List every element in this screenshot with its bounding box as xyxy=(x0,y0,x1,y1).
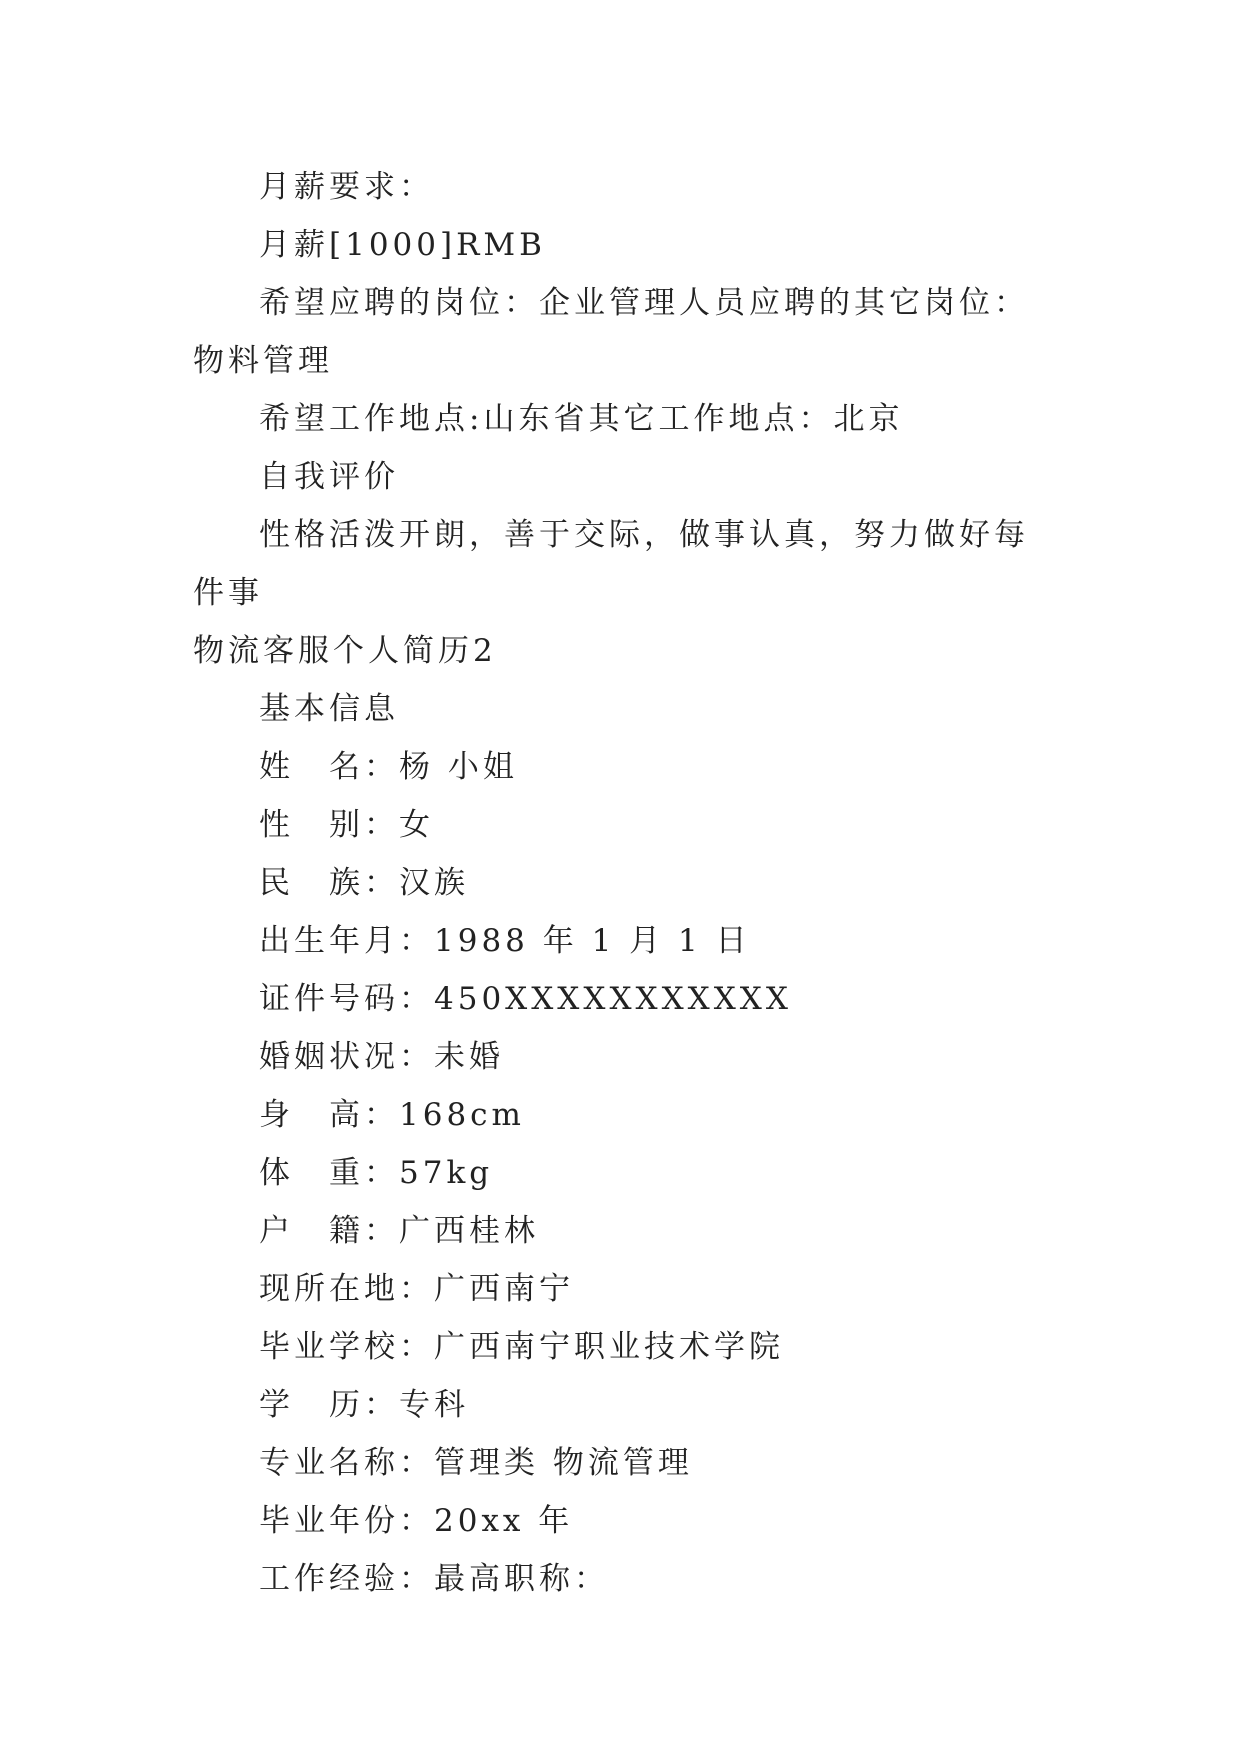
salary-heading: 月薪要求： xyxy=(259,169,434,205)
field-work-experience: 工作经验：最高职称： xyxy=(259,1561,609,1597)
field-marital-status: 婚姻状况：未婚 xyxy=(259,1039,504,1075)
desired-position: 希望应聘的岗位：企业管理人员应聘的其它岗位：物料管理 xyxy=(193,285,1029,379)
field-household-registration: 户 籍：广西桂林 xyxy=(259,1213,539,1249)
field-height: 身 高：168cm xyxy=(259,1097,525,1133)
field-gender: 性 别：女 xyxy=(259,807,434,843)
field-id-number: 证件号码：450XXXXXXXXXXX xyxy=(259,981,792,1017)
desired-location: 希望工作地点:山东省其它工作地点：北京 xyxy=(259,401,904,437)
field-current-location: 现所在地：广西南宁 xyxy=(259,1271,574,1307)
field-graduation-year: 毕业年份：20xx 年 xyxy=(259,1503,574,1539)
section-title: 物流客服个人简历2 xyxy=(193,633,497,669)
basic-info-heading: 基本信息 xyxy=(259,691,399,727)
salary-value: 月薪[1000]RMB xyxy=(259,227,546,263)
field-education: 学 历：专科 xyxy=(259,1387,469,1423)
field-major: 专业名称：管理类 物流管理 xyxy=(259,1445,693,1481)
self-evaluation-heading: 自我评价 xyxy=(259,459,399,495)
document-body xyxy=(193,158,1055,1608)
field-ethnicity: 民 族：汉族 xyxy=(259,865,469,901)
self-evaluation-text: 性格活泼开朗，善于交际，做事认真，努力做好每件事 xyxy=(193,517,1029,611)
field-school: 毕业学校：广西南宁职业技术学院 xyxy=(259,1329,784,1365)
field-birthdate: 出生年月：1988 年 1 月 1 日 xyxy=(259,923,751,959)
field-weight: 体 重：57kg xyxy=(259,1155,494,1191)
field-name: 姓 名：杨 小姐 xyxy=(259,749,518,785)
